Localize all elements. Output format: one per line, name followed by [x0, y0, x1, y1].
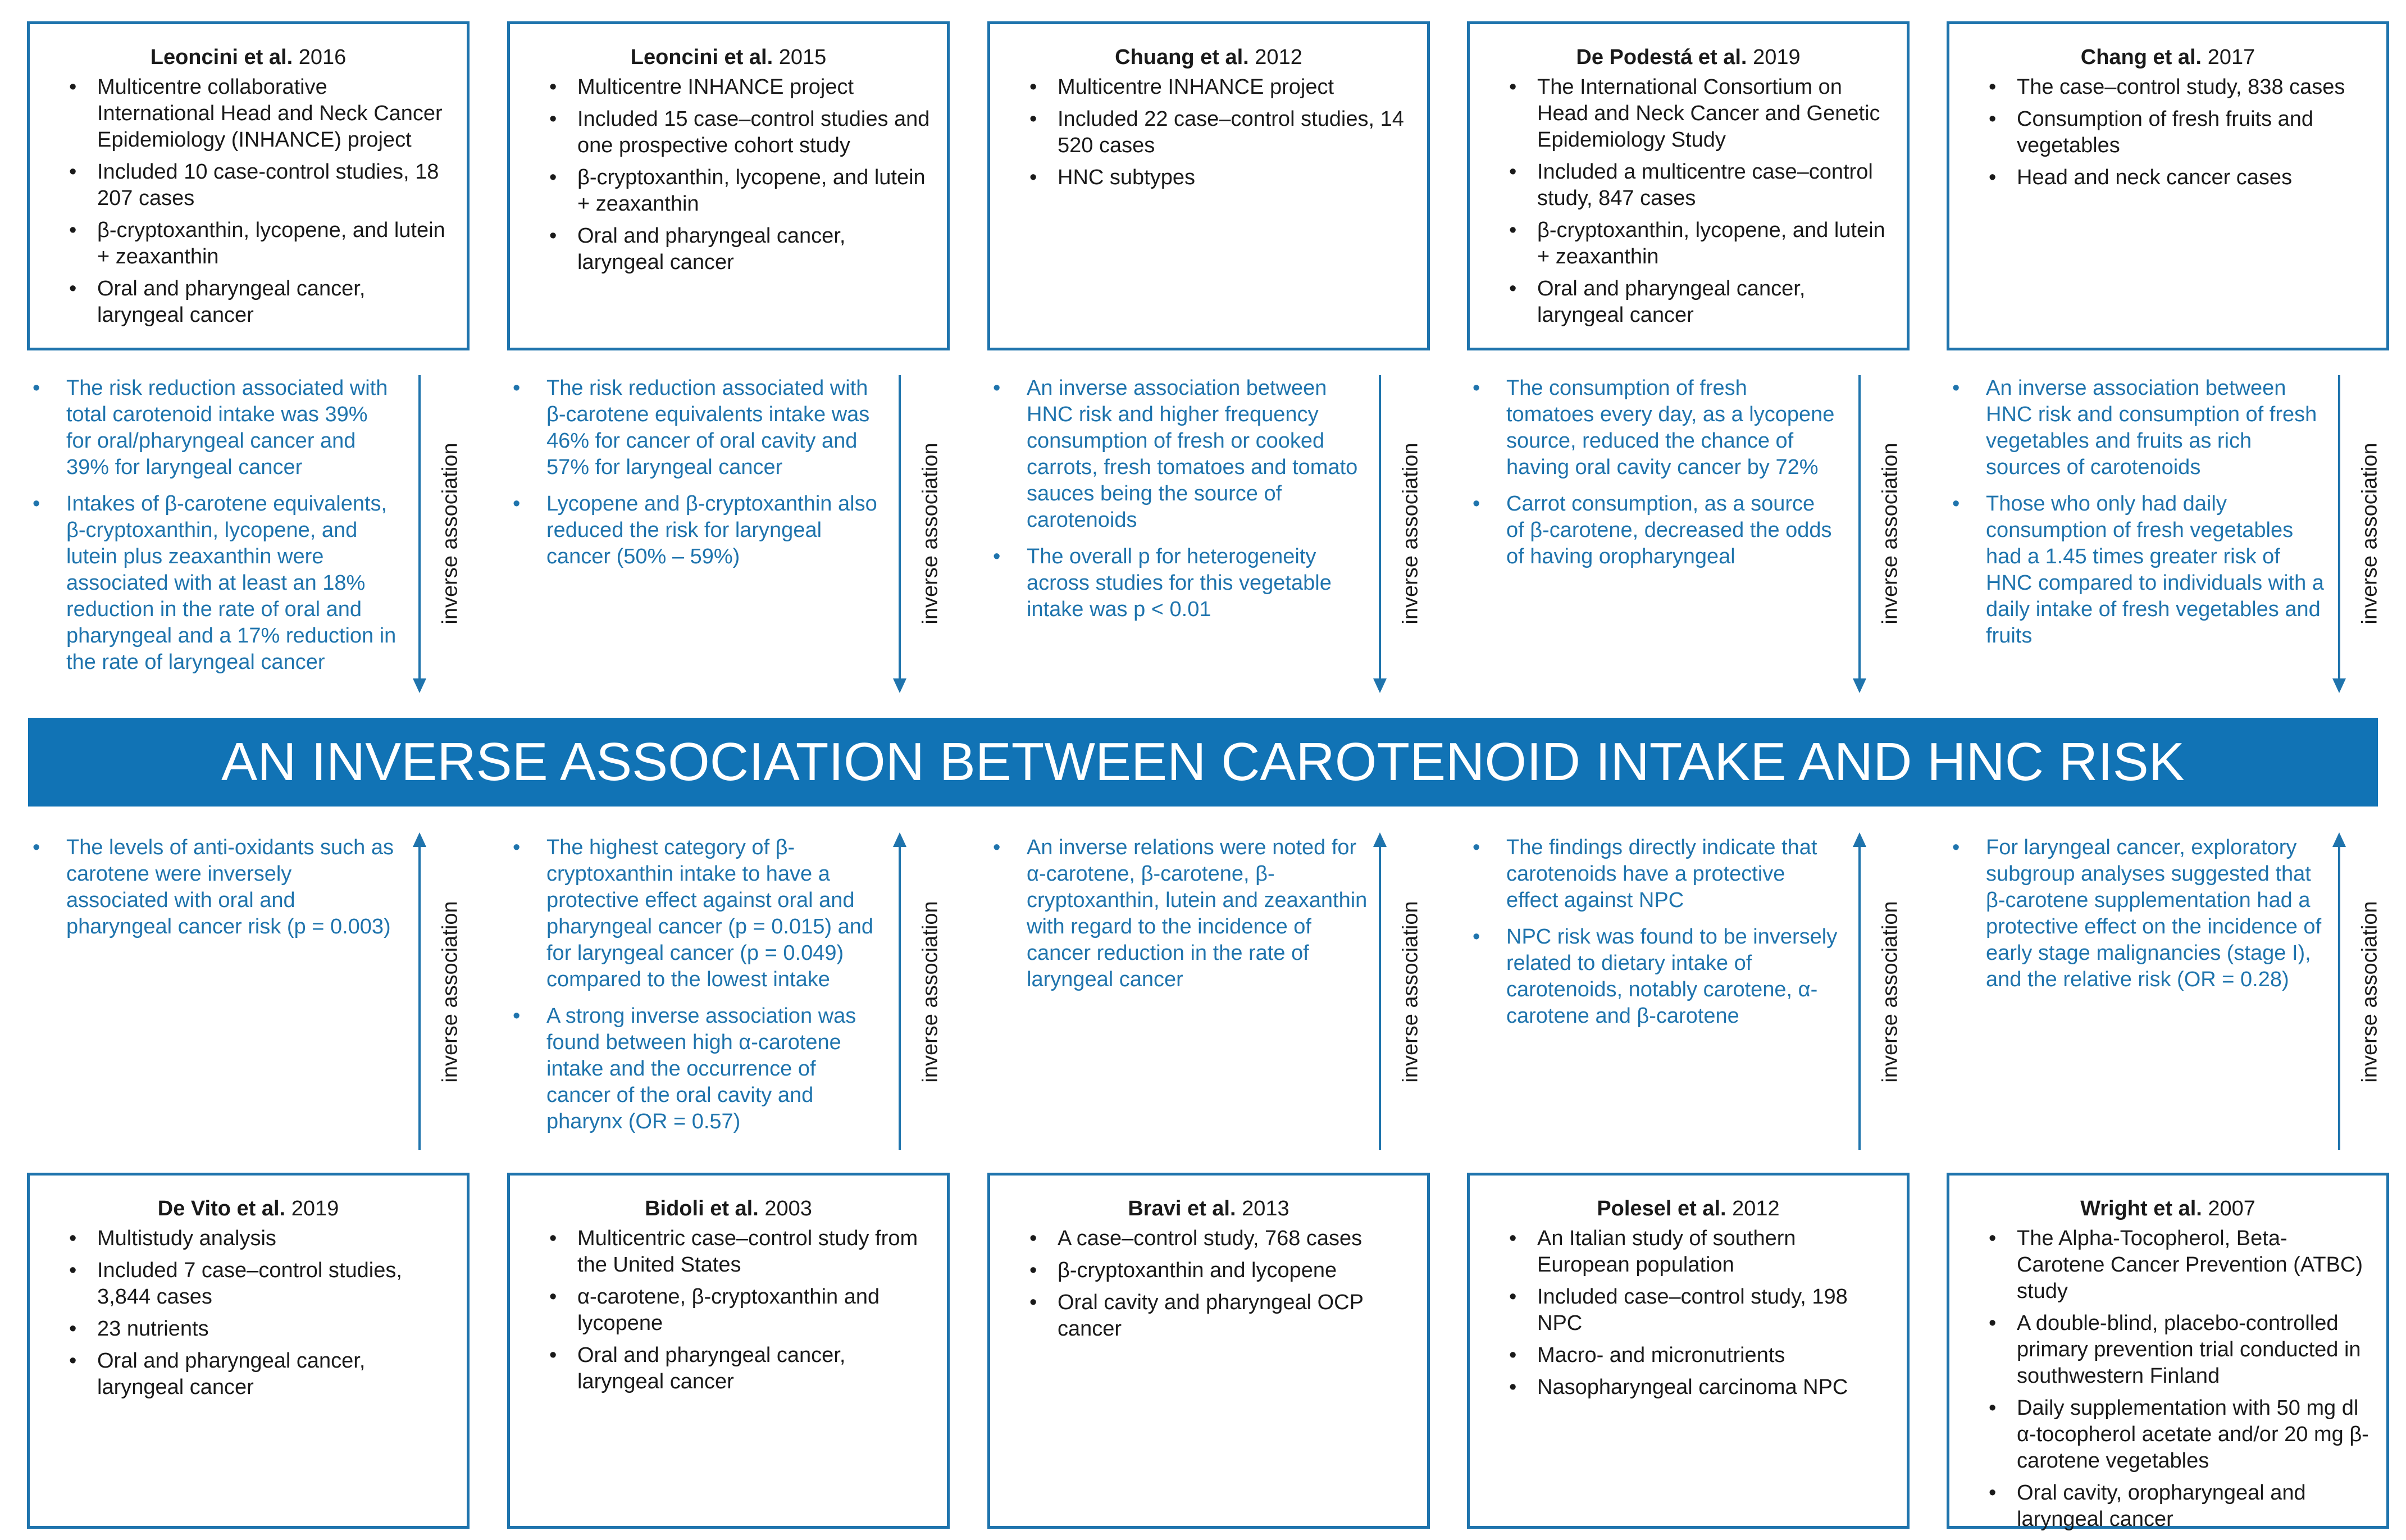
- study-bullet: • Multicentre collaborative International Head and Neck Cancer Epidemiology (INHANCE) project: [47, 74, 450, 153]
- arrow-label: inverse association: [1878, 901, 1902, 1083]
- finding-block: [987, 375, 1369, 633]
- study-box: [1467, 21, 1910, 350]
- study-bullet: • Consumption of fresh fruits and vegetables: [1966, 106, 2369, 159]
- down-arrow-icon: [411, 375, 428, 693]
- study-bullet: • A case–control study, 768 cases: [1007, 1225, 1410, 1252]
- study-title: Polesel et al. 2012: [1597, 1197, 1780, 1220]
- arrow-label: inverse association: [918, 443, 942, 625]
- study-box: [1947, 1173, 2389, 1529]
- finding-bullet: • An inverse association between HNC risk and consumption of fresh vegetables and fruits as rich sources of carotenoids: [1947, 375, 2328, 481]
- finding-bullet: • The consumption of fresh tomatoes every day, as a lycopene source, reduced the chance of having oral cavity cancer by 72%: [1467, 375, 1838, 481]
- finding-bullet: • An inverse relations were noted for α-carotene, β-carotene, β-cryptoxanthin, lutein and zeaxanthin with regard to the incidence of cancer reduction in the rate of laryngeal cancer: [987, 835, 1369, 993]
- up-arrow-icon: [411, 832, 428, 1150]
- study-box: [987, 21, 1430, 350]
- finding-block: [1947, 375, 2328, 659]
- finding-block: [27, 835, 398, 950]
- finding-block: [507, 375, 878, 580]
- study-bullet: • A double-blind, placebo-controlled primary prevention trial conducted in southwestern Finland: [1966, 1310, 2369, 1389]
- down-arrow-icon: [1851, 375, 1868, 693]
- study-bullet: • Oral and pharyngeal cancer, laryngeal cancer: [47, 276, 450, 329]
- study-title: Leoncini et al. 2016: [150, 45, 347, 69]
- study-bullet: • Included 15 case–control studies and one prospective cohort study: [527, 106, 930, 159]
- study-bullet: • Multicentre INHANCE project: [527, 74, 930, 101]
- study-bullet: • Oral and pharyngeal cancer, laryngeal cancer: [47, 1348, 450, 1401]
- study-bullet: • The International Consortium on Head and Neck Cancer and Genetic Epidemiology Study: [1487, 74, 1890, 153]
- study-bullet: • Oral cavity, oropharyngeal and laryngeal cancer: [1966, 1480, 2369, 1533]
- finding-bullet: • Carrot consumption, as a source of β-carotene, decreased the odds of having oropharyngeal: [1467, 491, 1838, 570]
- study-title: Leoncini et al. 2015: [630, 45, 827, 69]
- study-bullet: • Included 7 case–control studies, 3,844 cases: [47, 1257, 450, 1310]
- finding-bullet: • The risk reduction associated with β-carotene equivalents intake was 46% for cancer of oral cavity and 57% for laryngeal cancer: [507, 375, 878, 481]
- study-bullet: • Multicentric case–control study from the United States: [527, 1225, 930, 1278]
- study-title: Chuang et al. 2012: [1115, 45, 1302, 69]
- study-box: [27, 1173, 470, 1529]
- study-bullet: • The Alpha-Tocopherol, Beta-Carotene Cancer Prevention (ATBC) study: [1966, 1225, 2369, 1305]
- main-conclusion-banner: AN INVERSE ASSOCIATION BETWEEN CAROTENOID INTAKE AND HNC RISK: [28, 718, 2378, 807]
- study-box: [507, 1173, 950, 1529]
- finding-bullet: • The levels of anti-oxidants such as carotene were inversely associated with oral and pharyngeal cancer risk (p = 0.003): [27, 835, 398, 940]
- finding-block: [507, 835, 878, 1145]
- study-bullet: • The case–control study, 838 cases: [1966, 74, 2369, 101]
- study-bullet: • 23 nutrients: [47, 1316, 450, 1342]
- study-bullet: • Nasopharyngeal carcinoma NPC: [1487, 1374, 1890, 1401]
- down-arrow-icon: [1371, 375, 1388, 693]
- study-bullet: • Head and neck cancer cases: [1966, 165, 2369, 191]
- study-bullet: • HNC subtypes: [1007, 165, 1410, 191]
- finding-block: [1467, 375, 1838, 580]
- finding-bullet: • Those who only had daily consumption of fresh vegetables had a 1.45 times greater risk of HNC compared to individuals with a daily intake of fresh vegetables and fruits: [1947, 491, 2328, 649]
- finding-bullet: • NPC risk was found to be inversely related to dietary intake of carotenoids, notably carotene, α-carotene and β-carotene: [1467, 924, 1838, 1029]
- finding-bullet: • A strong inverse association was found between high α-carotene intake and the occurrence of cancer of the oral cavity and pharynx (OR = 0.57): [507, 1003, 878, 1135]
- study-title: Chang et al. 2017: [2080, 45, 2255, 69]
- study-bullet: • Included a multicentre case–control study, 847 cases: [1487, 159, 1890, 212]
- up-arrow-icon: [2331, 832, 2348, 1150]
- finding-block: [987, 835, 1369, 1003]
- study-bullet: • Included 10 case-control studies, 18 207 cases: [47, 159, 450, 212]
- finding-block: [1467, 835, 1838, 1040]
- finding-bullet: • Intakes of β-carotene equivalents, β-cryptoxanthin, lycopene, and lutein plus zeaxanthin were associated with at least an 18% reduction in the rate of oral and pharyngeal and a 17% reduction in the rate of laryngeal cancer: [27, 491, 398, 676]
- study-bullet: • Multicentre INHANCE project: [1007, 74, 1410, 101]
- study-title: Wright et al. 2007: [2080, 1197, 2255, 1220]
- arrow-label: inverse association: [438, 901, 462, 1083]
- study-title: Bidoli et al. 2003: [645, 1197, 812, 1220]
- study-box: [1467, 1173, 1910, 1529]
- study-bullet: • Daily supplementation with 50 mg dl α-tocopherol acetate and/or 20 mg β-carotene vegetables: [1966, 1395, 2369, 1474]
- finding-block: [27, 375, 398, 686]
- study-bullet: • β-cryptoxanthin, lycopene, and lutein + zeaxanthin: [47, 217, 450, 270]
- down-arrow-icon: [2331, 375, 2348, 693]
- arrow-label: inverse association: [1398, 443, 1423, 625]
- study-bullet: • β-cryptoxanthin, lycopene, and lutein + zeaxanthin: [527, 165, 930, 217]
- study-box: [507, 21, 950, 350]
- study-bullet: • β-cryptoxanthin and lycopene: [1007, 1257, 1410, 1284]
- finding-bullet: • The findings directly indicate that carotenoids have a protective effect against NPC: [1467, 835, 1838, 914]
- study-bullet: • Multistudy analysis: [47, 1225, 450, 1252]
- study-title: Bravi et al. 2013: [1128, 1197, 1289, 1220]
- finding-bullet: • Lycopene and β-cryptoxanthin also reduced the risk for laryngeal cancer (50% – 59%): [507, 491, 878, 570]
- arrow-label: inverse association: [918, 901, 942, 1083]
- study-box: [1947, 21, 2389, 350]
- study-bullet: • Oral and pharyngeal cancer, laryngeal cancer: [1487, 276, 1890, 329]
- down-arrow-icon: [891, 375, 908, 693]
- study-bullet: • Macro- and micronutrients: [1487, 1342, 1890, 1369]
- arrow-label: inverse association: [2358, 443, 2382, 625]
- up-arrow-icon: [1851, 832, 1868, 1150]
- study-bullet: • Oral cavity and pharyngeal OCP cancer: [1007, 1290, 1410, 1342]
- finding-bullet: • The highest category of β-cryptoxanthin intake to have a protective effect against oral and pharyngeal cancer (p = 0.015) and for laryngeal cancer (p = 0.049) compared to the lowest intake: [507, 835, 878, 993]
- arrow-label: inverse association: [2358, 901, 2382, 1083]
- finding-bullet: • An inverse association between HNC risk and higher frequency consumption of fresh or cooked carrots, fresh tomatoes and tomato sauces being the source of carotenoids: [987, 375, 1369, 534]
- study-bullet: • α-carotene, β-cryptoxanthin and lycopene: [527, 1284, 930, 1337]
- study-title: De Vito et al. 2019: [157, 1197, 339, 1220]
- finding-bullet: • The risk reduction associated with total carotenoid intake was 39% for oral/pharyngeal cancer and 39% for laryngeal cancer: [27, 375, 398, 481]
- arrow-label: inverse association: [438, 443, 462, 625]
- up-arrow-icon: [1371, 832, 1388, 1150]
- study-box: [27, 21, 470, 350]
- study-bullet: • Oral and pharyngeal cancer, laryngeal cancer: [527, 223, 930, 276]
- finding-block: [1947, 835, 2328, 1003]
- arrow-label: inverse association: [1398, 901, 1423, 1083]
- study-bullet: • β-cryptoxanthin, lycopene, and lutein + zeaxanthin: [1487, 217, 1890, 270]
- arrow-label: inverse association: [1878, 443, 1902, 625]
- study-bullet: • An Italian study of southern European population: [1487, 1225, 1890, 1278]
- study-box: [987, 1173, 1430, 1529]
- study-title: De Podestá et al. 2019: [1576, 45, 1801, 69]
- up-arrow-icon: [891, 832, 908, 1150]
- finding-bullet: • The overall p for heterogeneity across studies for this vegetable intake was p < 0.01: [987, 544, 1369, 623]
- finding-bullet: • For laryngeal cancer, exploratory subgroup analyses suggested that β-carotene supplementation had a protective effect on the incidence of early stage malignancies (stage I), and the relative risk (OR = 0.28): [1947, 835, 2328, 993]
- study-bullet: • Included case–control study, 198 NPC: [1487, 1284, 1890, 1337]
- study-bullet: • Included 22 case–control studies, 14 520 cases: [1007, 106, 1410, 159]
- study-bullet: • Oral and pharyngeal cancer, laryngeal cancer: [527, 1342, 930, 1395]
